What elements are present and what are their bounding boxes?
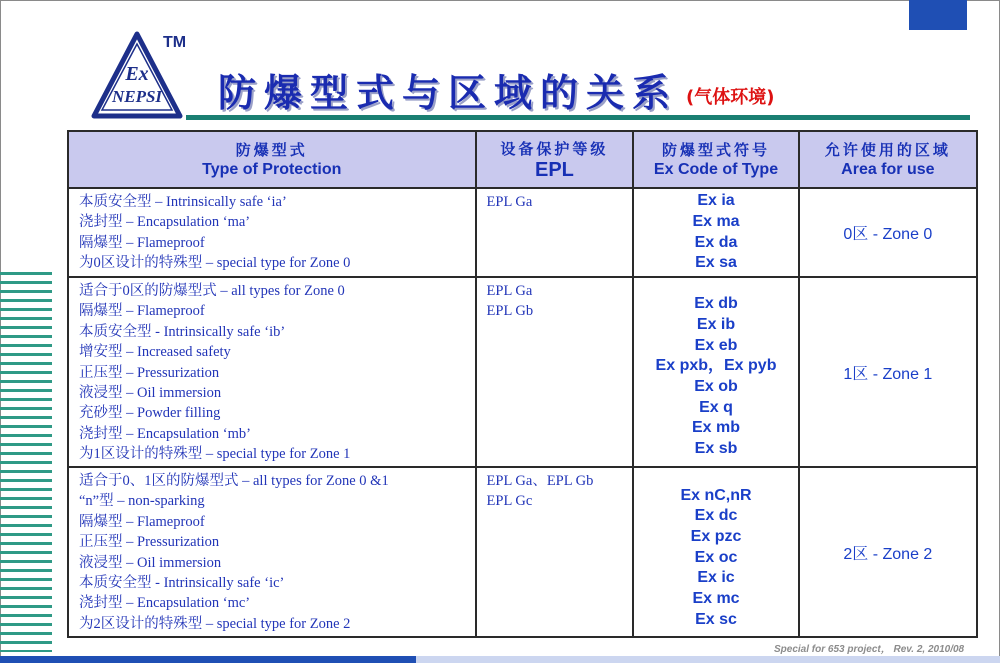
epl-cell	[476, 188, 634, 277]
ex-code: Ex sc	[695, 610, 737, 628]
protection-type: 为2区设计的特殊型 – special type for Zone 2	[79, 615, 351, 632]
protection-type: 适合于0区的防爆型式 – all types for Zone 0	[79, 283, 345, 299]
protection-type: 充砂型 – Powder filling	[79, 405, 221, 422]
ex-code: Ex mc	[692, 590, 740, 608]
decorative-stripes	[0, 272, 52, 652]
title-sub: (气体环境)	[686, 87, 775, 108]
footer-bar-accent	[0, 656, 416, 663]
epl-cell	[476, 467, 634, 637]
ex-codes-cell	[633, 188, 798, 277]
footer-note: Special for 653 project， Rev. 2, 2010/08	[774, 644, 965, 655]
ex-code: Ex nC,nR	[680, 486, 752, 504]
ex-codes-cell	[633, 277, 798, 467]
ex-code: Ex sb	[694, 440, 738, 458]
table-header-row	[68, 131, 977, 188]
ex-code: Ex q	[699, 398, 733, 416]
table-row-zone-0	[68, 188, 977, 277]
ex-code: Ex ma	[692, 212, 740, 230]
ex-code: Ex ob	[694, 378, 738, 395]
protection-types-cell	[68, 277, 476, 467]
header-type-of-protection: 防爆型式 Type of Protection	[68, 131, 476, 188]
epl-value: EPL Ga、EPL Gb	[486, 473, 594, 489]
slide-title	[218, 62, 774, 117]
protection-type: 本质安全型 - Intrinsically safe ‘ic’	[79, 575, 285, 592]
protection-type: 液浸型 – Oil immersion	[79, 554, 222, 571]
epl-value: EPL Gc	[486, 493, 533, 510]
zone-cell: 1区 - Zone 1	[799, 277, 977, 467]
ex-code: Ex ia	[697, 192, 735, 210]
epl-cell	[476, 277, 634, 467]
table-row-zone-1	[68, 277, 977, 467]
ex-code: Ex mb	[692, 419, 741, 437]
protection-types-cell	[68, 467, 476, 637]
zone-cell: 2区 - Zone 2	[799, 467, 977, 637]
corner-accent-block	[909, 0, 967, 30]
ex-code: Ex sa	[695, 254, 737, 272]
protection-zone-table	[67, 130, 978, 638]
protection-type: 为0区设计的特殊型 – special type for Zone 0	[79, 255, 351, 272]
protection-type: 本质安全型 – Intrinsically safe ‘ia’	[79, 194, 287, 210]
header-area-for-use: 允许使用的区域 Area for use	[799, 131, 977, 188]
epl-value: EPL Ga	[486, 283, 533, 299]
protection-type: 正压型 – Pressurization	[79, 534, 220, 551]
epl-value: EPL Gb	[486, 303, 534, 320]
ex-code: Ex dc	[694, 507, 738, 525]
protection-types-cell	[68, 188, 476, 277]
protection-type: 浇封型 – Encapsulation ‘ma’	[79, 214, 251, 231]
protection-type: 本质安全型 - Intrinsically safe ‘ib’	[79, 323, 286, 340]
logo-text-ex: Ex	[125, 63, 149, 85]
protection-type: 隔爆型 – Flameproof	[79, 303, 205, 320]
protection-type: 正压型 – Pressurization	[79, 364, 220, 381]
ex-code: Ex da	[694, 233, 738, 251]
protection-type: 隔爆型 – Flameproof	[79, 513, 205, 530]
trademark-mark: TM	[163, 34, 187, 51]
protection-type: 浇封型 – Encapsulation ‘mc’	[79, 595, 251, 612]
header-epl: 设备保护等级 EPL	[476, 131, 634, 188]
epl-value: EPL Ga	[486, 194, 533, 210]
protection-type: 为1区设计的特殊型 – special type for Zone 1	[79, 446, 351, 463]
zone-cell: 0区 - Zone 0	[799, 188, 977, 277]
protection-type: 浇封型 – Encapsulation ‘mb’	[79, 425, 251, 442]
ex-code: Ex ib	[696, 315, 736, 333]
protection-type: 适合于0、1区的防爆型式 – all types for Zone 0 &1	[79, 473, 389, 489]
logo-text-nepsi: NEPSI	[111, 87, 163, 106]
protection-type: 隔爆型 – Flameproof	[79, 234, 205, 251]
title-main: 防爆型式与区域的关系	[218, 71, 679, 115]
protection-type: “n”型 – non-sparking	[79, 493, 205, 510]
ex-code: Ex pxb，Ex pyb	[655, 357, 777, 375]
protection-type: 增安型 – Increased safety	[79, 344, 231, 361]
title-underline	[186, 115, 970, 120]
table-row-zone-2	[68, 467, 977, 637]
header-ex-code: 防爆型式符号 Ex Code of Type	[633, 131, 798, 188]
ex-code: Ex db	[694, 295, 738, 313]
ex-code: Ex ic	[697, 569, 735, 587]
ex-code: Ex pzc	[690, 527, 742, 545]
ex-codes-cell	[633, 467, 798, 637]
protection-type: 液浸型 – Oil immersion	[79, 385, 222, 402]
ex-code: Ex eb	[694, 336, 738, 354]
ex-code: Ex oc	[694, 548, 738, 566]
